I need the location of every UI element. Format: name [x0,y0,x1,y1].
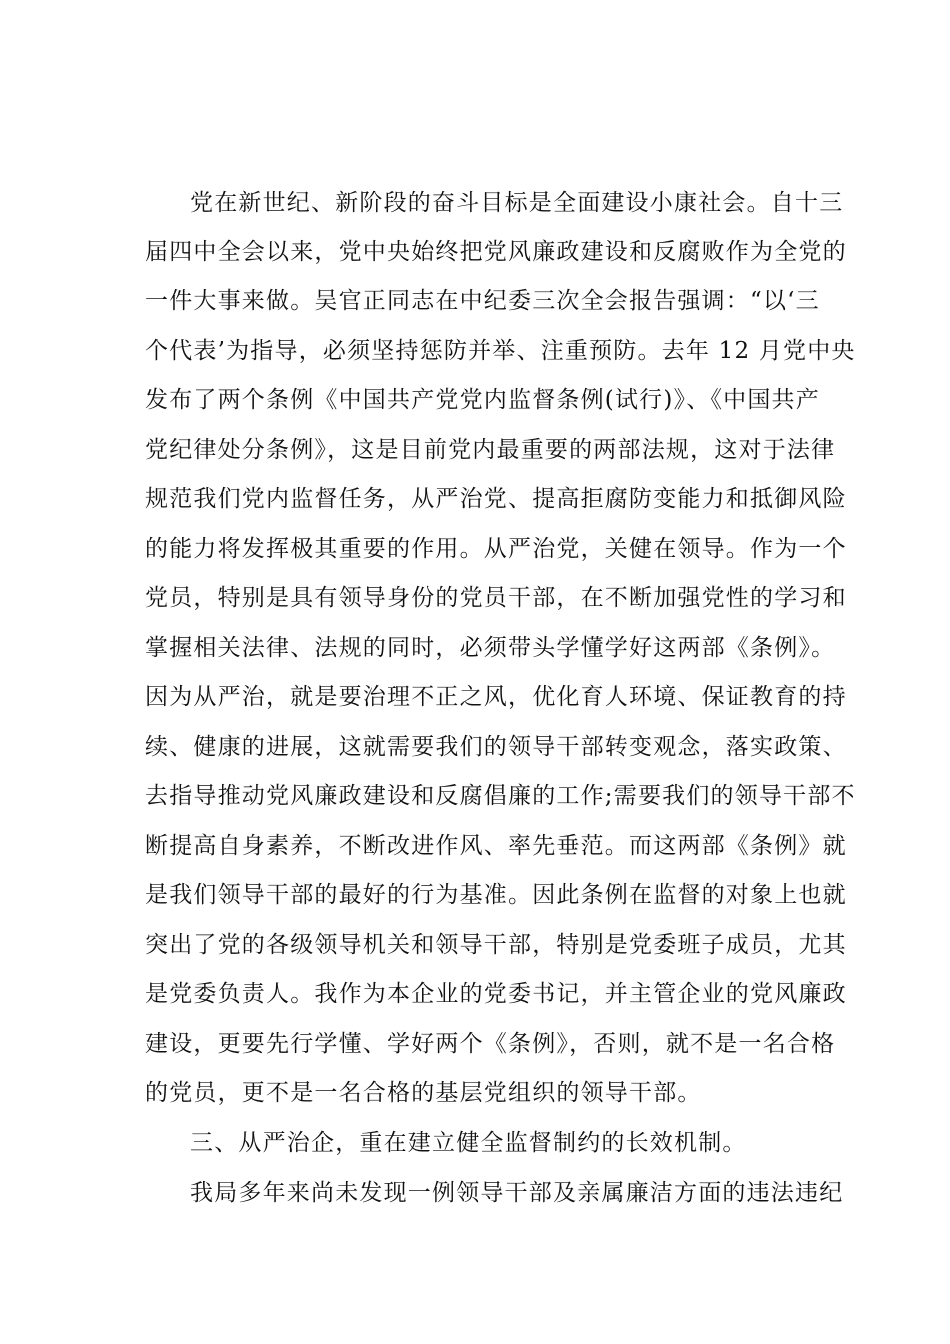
paragraph-1-line-9: 党员，特别是具有领导身份的党员干部，在不断加强党性的学习和 [145,585,847,611]
paragraph-1-line-1: 党在新世纪、新阶段的奋斗目标是全面建设小康社会。自十三 [190,190,844,216]
paragraph-1-line-13: 去指导推动党风廉政建设和反腐倡廉的工作;需要我们的领导干部不 [145,783,856,809]
paragraph-1-line-8: 的能力将发挥极其重要的作用。从严治党，关健在领导。作为一个 [145,536,847,562]
paragraph-1-line-6: 党纪律处分条例》，这是目前党内最重要的两部法规，这对于法律 [145,437,836,463]
paragraph-1-line-12: 续、健康的进展，这就需要我们的领导干部转变观念，落实政策、 [145,734,847,760]
paragraph-1-line-16: 突出了党的各级领导机关和领导干部，特别是党委班子成员，尤其 [145,932,847,958]
paragraph-1-line-7: 规范我们党内监督任务，从严治党、提高拒腐防变能力和抵御风险 [145,486,847,512]
paragraph-1-line-19: 的党员，更不是一名合格的基层党组织的领导干部。 [145,1080,702,1106]
paragraph-1-line-4: 个代表’为指导，必须坚持惩防并举、注重预防。去年 12 月党中央 [145,338,856,364]
paragraph-1-line-11: 因为从严治，就是要治理不正之风，优化育人环境、保证教育的持 [145,684,847,710]
paragraph-1-line-14: 断提高自身素养，不断改进作风、率先垂范。而这两部《条例》就 [145,833,847,859]
paragraph-1-line-15: 是我们领导干部的最好的行为基准。因此条例在监督的对象上也就 [145,882,847,908]
paragraph-1-line-17: 是党委负责人。我作为本企业的党委书记，并主管企业的党风廉政 [145,981,847,1007]
paragraph-1-line-2: 届四中全会以来，党中央始终把党风廉政建设和反腐败作为全党的 [145,239,847,265]
paragraph-1-line-5: 发布了两个条例《中国共产党党内监督条例(试行)》、《中国共产 [145,387,820,413]
paragraph-1-line-18: 建设，更要先行学懂、学好两个《条例》，否则，就不是一名合格 [145,1031,836,1057]
paragraph-1-line-3: 一件大事来做。吴官正同志在中纪委三次全会报告强调：“以‘三 [145,288,820,314]
paragraph-1-line-10: 掌握相关法律、法规的同时，必须带头学懂学好这两部《条例》。 [145,635,836,661]
paragraph-3-line-1: 我局多年来尚未发现一例领导干部及亲属廉洁方面的违法违纪 [190,1180,844,1206]
section-heading-3: 三、从严治企，重在建立健全监督制约的长效机制。 [190,1130,747,1156]
